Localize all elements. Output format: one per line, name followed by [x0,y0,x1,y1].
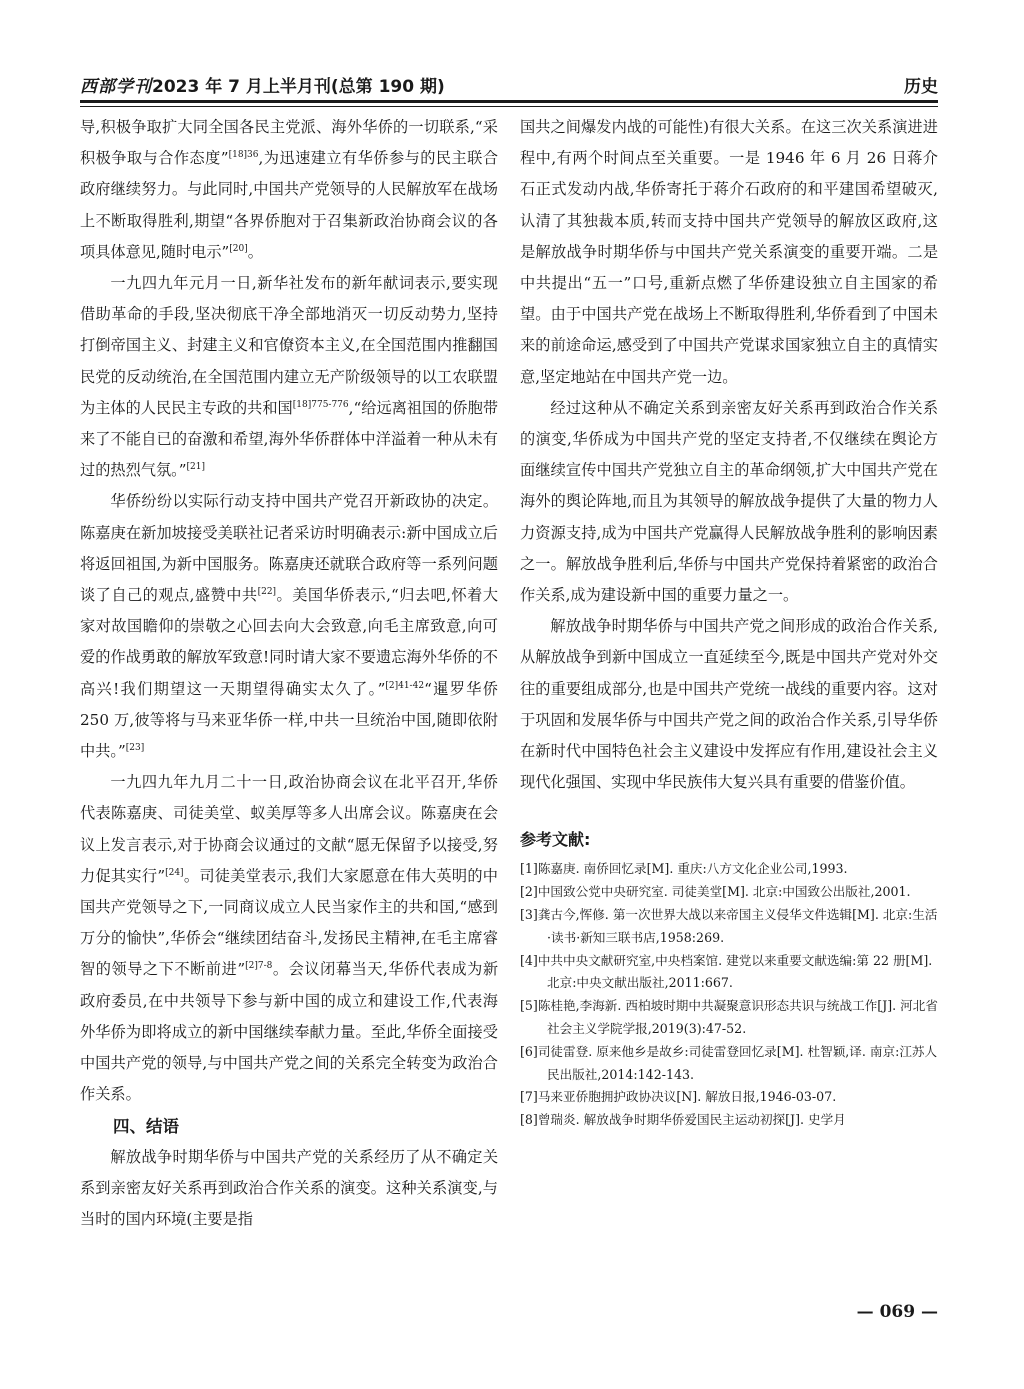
journal-issue: 2023 年 7 月上半月刊(总第 190 期) [152,77,445,97]
left-column [80,112,498,1235]
paragraph: 一九四九年九月二十一日,政治协商会议在北平召开,华侨代表陈嘉庚、司徒美堂、蚁美厚等多人出席会议。陈嘉庚在会议上发言表示,对于协商会议通过的文献“愿无保留予以接受,努力促其实行”[24]。司徒美堂表示,我们大家愿意在伟大英明的中国共产党领导之下,一同商议成立人民当家作主的共和国,“感到万分的愉快”,华侨会“继续团结奋斗,发扬民主精神,在毛主席睿智的领导之下不断前进”$^{[2]7-8}$。会议闭幕当天,华侨代表成为新政府委员,在中共领导下参与新中国的成立和建设工作,代表海外华侨为即将成立的新中国继续奉献力量。至此,华侨全面接受中国共产党的领导,与中国共产党之间的关系完全转变为政治合作关系。 [80,773,499,1104]
citation: [23] [125,743,145,754]
journal-title [80,72,445,97]
citation: [2]41-42 [385,680,425,691]
reference-item: [1]陈嘉庚. 南侨回忆录[M]. 重庆:八方文化企业公司,1993. [520,861,848,877]
section-heading: 四、结语 [113,1116,179,1136]
paragraph: 解放战争时期华侨与中国共产党的关系经历了从不确定关系到亲密友好关系再到政治合作关系的演变。这种关系演变,与当时的国内环境(主要是指 [80,1147,498,1229]
reference-item: [7]马来亚侨胞拥护政协决议[N]. 解放日报,1946-03-07. [520,1089,837,1105]
citation: [2]7-8 [245,961,273,972]
reference-item: [4]中共中央文献研究室,中央档案馆. 建党以来重要文献选编:第 22 册[M]. 北京:中央文献出版社,2011:667. [520,952,933,991]
right-column [520,112,938,1132]
reference-item: [3]龚古今,恽修. 第一次世界大战以来帝国主义侵华文件选辑[M]. 北京:生活·读书·新知三联书店,1958:269. [520,907,938,945]
reference-item: [2]中国致公党中央研究室. 司徒美堂[M]. 北京:中国致公出版社,2001. [520,884,911,900]
header-rule-thin [80,106,938,107]
reference-item: [8]曾瑞炎. 解放战争时期华侨爱国民主运动初探[J]. 史学月 [520,1112,846,1128]
references-title: 参考文献: [520,830,591,850]
references-list [520,858,938,1132]
paragraph: 一九四九年元月一日,新华社发布的新年献词表示,要实现借助革命的手段,坚决彻底干净全部地消灭一切反动势力,坚持打倒帝国主义、封建主义和官僚资本主义,在全国范围内推翻国民党的反动统治,在全国范围内建立无产阶级领导的以工农联盟为主体的人民民主专政的共和国$^{[18]775-776}$,“给远离祖国的侨胞带来了不能自已的奋激和希望,海外华侨群体中洋溢着一种从未有过的热烈气氛。”[21] [80,274,499,480]
paragraph: 导,积极争取扩大同全国各民主党派、海外华侨的一切联系,“采积极争取与合作态度”$^{[18]36}$,为迅速建立有华侨参与的民主联合政府继续努力。与此同时,中国共产党领导的人民解放军在战场上不断取得胜利,期望“各界侨胞对于召集新政治协商会议的各项具体意见,随时电示”[20]。 [80,118,499,261]
paragraph: 经过这种从不确定关系到亲密友好关系再到政治合作关系的演变,华侨成为中国共产党的坚定支持者,不仅继续在舆论方面继续宣传中国共产党独立自主的革命纲领,扩大中国共产党在海外的舆论阵地,而且为其领导的解放战争提供了大量的物力人力资源支持,成为中国共产党赢得人民解放战争胜利的影响因素之一。解放战争胜利后,华侨与中国共产党保持着紧密的政治合作关系,成为建设新中国的重要力量之一。 [520,398,938,605]
journal-logo: 西部学刊 [80,77,152,97]
citation: [18]36 [228,150,259,161]
page-header [80,70,938,100]
citation: [20] [229,243,248,254]
section-title: 历史 [904,77,938,97]
citation: [24] [165,867,184,878]
citation: [22] [257,587,277,598]
reference-item: [6]司徒雷登. 原来他乡是故乡:司徒雷登回忆录[M]. 杜智颖,译. 南京:江苏人民出版社,2014:142-143. [520,1043,938,1082]
paragraph: 华侨纷纷以实际行动支持中国共产党召开新政协的决定。陈嘉庚在新加坡接受美联社记者采访时明确表示:新中国成立后将返回祖国,为新中国服务。陈嘉庚还就联合政府等一系列问题谈了自己的观点,盛赞中共[22]。美国华侨表示,“归去吧,怀着大家对故国瞻仰的崇敬之心回去向大会致意,向毛主席致意,向可爱的作战勇敢的解放军致意!同时请大家不要遗忘海外华侨的不高兴!我们期望这一天期望得确实太久了。”$^{[2]41-42}$“暹罗华侨 250 万,彼等将与马来亚华侨一样,中共一旦统治中国,随即依附中共。”[23] [80,492,499,761]
citation: [21] [186,462,205,473]
citation: [18]775-776 [292,399,349,410]
reference-item: [5]陈桂艳,李海新. 西柏坡时期中共凝聚意识形态共识与统战工作[J]. 河北省社会主义学院学报,2019(3):47-52. [520,998,938,1037]
header-rule [80,100,938,103]
paragraph: 国共之间爆发内战的可能性)有很大关系。在这三次关系演进进程中,有两个时间点至关重要。一是 1946 年 6 月 26 日蒋介石正式发动内战,华侨寄托于蒋介石政府的和平建国希望破灭,认清了其独裁本质,转而支持中国共产党领导的解放区政府,这是解放战争时期华侨与中国共产党关系演变的重要开端。二是中共提出“五一”口号,重新点燃了华侨建设独立自主国家的希望。由于中国共产党在战场上不断取得胜利,华侨看到了中国未来的前途命运,感受到了中国共产党谋求国家独立自主的真情实意,坚定地站在中国共产党一边。 [520,118,938,386]
paragraph: 解放战争时期华侨与中国共产党之间形成的政治合作关系,从解放战争到新中国成立一直延续至今,既是中国共产党对外交往的重要组成部分,也是中国共产党统一战线的重要内容。这对于巩固和发展华侨与中国共产党之间的政治合作关系,引导华侨在新时代中国特色社会主义建设中发挥应有作用,建设社会主义现代化强国、实现中华民族伟大复兴具有重要的借鉴价值。 [520,617,938,792]
page-number: — 069 — [856,1302,938,1322]
